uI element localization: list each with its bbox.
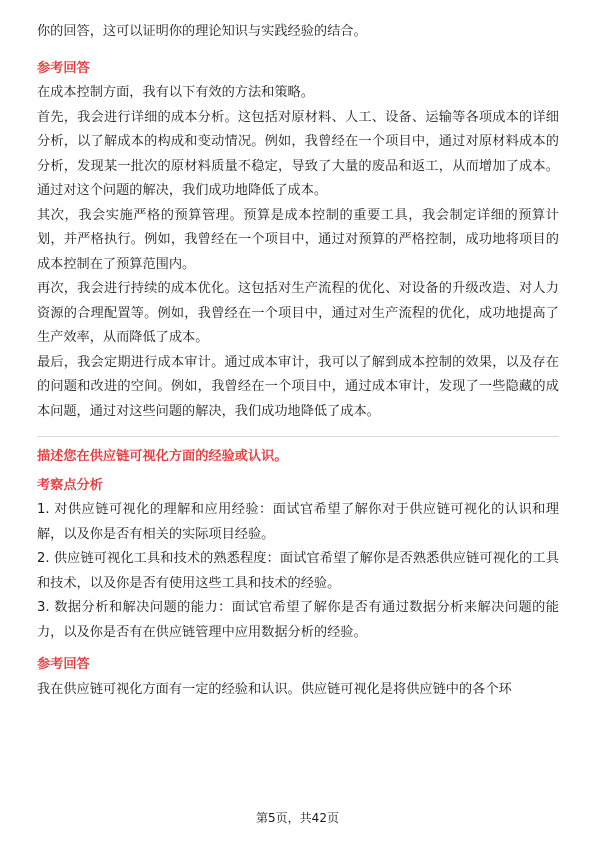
section-divider bbox=[37, 436, 559, 437]
reference-answer-heading: 参考回答 bbox=[37, 60, 90, 76]
analysis-item: 2. 供应链可视化工具和技术的熟悉程度：面试官希望了解你是否熟悉供应链可视化的工具和技术，以及你是否有使用这些工具和技术的经验。 bbox=[37, 551, 559, 591]
analysis-item: 1. 对供应链可视化的理解和应用经验：面试官希望了解你对于供应链可视化的认识和理解，以及你是否有相关的实际项目经验。 bbox=[37, 502, 559, 542]
answer-paragraph: 再次，我会进行持续的成本优化。这包括对生产流程的优化、对设备的升级改造、对人力资源的合理配置等。例如，我曾经在一个项目中，通过对生产流程的优化，成功地提高了生产效率，从而降低了成本。 bbox=[37, 281, 559, 345]
page-number: 第5页，共42页 bbox=[256, 811, 339, 825]
question-title: 描述您在供应链可视化方面的经验或认识。 bbox=[37, 449, 288, 464]
answer-paragraph: 最后，我会定期进行成本审计。通过成本审计，我可以了解到成本控制的效果，以及存在的问题和改进的空间。例如，我曾经在一个项目中，通过成本审计，发现了一些隐藏的成本问题，通过对这些问题的解决，我们成功地降低了成本。 bbox=[37, 354, 559, 419]
answer-paragraph: 在成本控制方面，我有以下有效的方法和策略。 bbox=[37, 85, 314, 100]
answer-paragraph: 首先，我会进行详细的成本分析。这包括对原材料、人工、设备、运输等各项成本的详细分析，以了解成本的构成和变动情况。例如，我曾经在一个项目中，通过对原材料成本的分析，发现某一批次的原材料质量不稳定，导致了大量的废品和返工，从而增加了成本。通过对这个问题的解决，我们成功地降低了成本。 bbox=[37, 109, 559, 198]
previous-answer-tail: 你的回答，这可以证明你的理论知识与实践经验的结合。 bbox=[37, 24, 367, 39]
analysis-item: 3. 数据分析和解决问题的能力：面试官希望了解你是否有通过数据分析来解决问题的能力，以及你是否有在供应链管理中应用数据分析的经验。 bbox=[37, 600, 559, 640]
analysis-heading: 考察点分析 bbox=[37, 477, 103, 493]
reference-answer-heading: 参考回答 bbox=[37, 657, 90, 672]
answer-paragraph: 其次，我会实施严格的预算管理。预算是成本控制的重要工具，我会制定详细的预算计划，并严格执行。例如，我曾经在一个项目中，通过对预算的严格控制，成功地将项目的成本控制在了预算范围内。 bbox=[37, 207, 559, 272]
answer-paragraph: 我在供应链可视化方面有一定的经验和认识。供应链可视化是将供应链中的各个环 bbox=[37, 681, 512, 697]
page-content bbox=[37, 0, 559, 702]
